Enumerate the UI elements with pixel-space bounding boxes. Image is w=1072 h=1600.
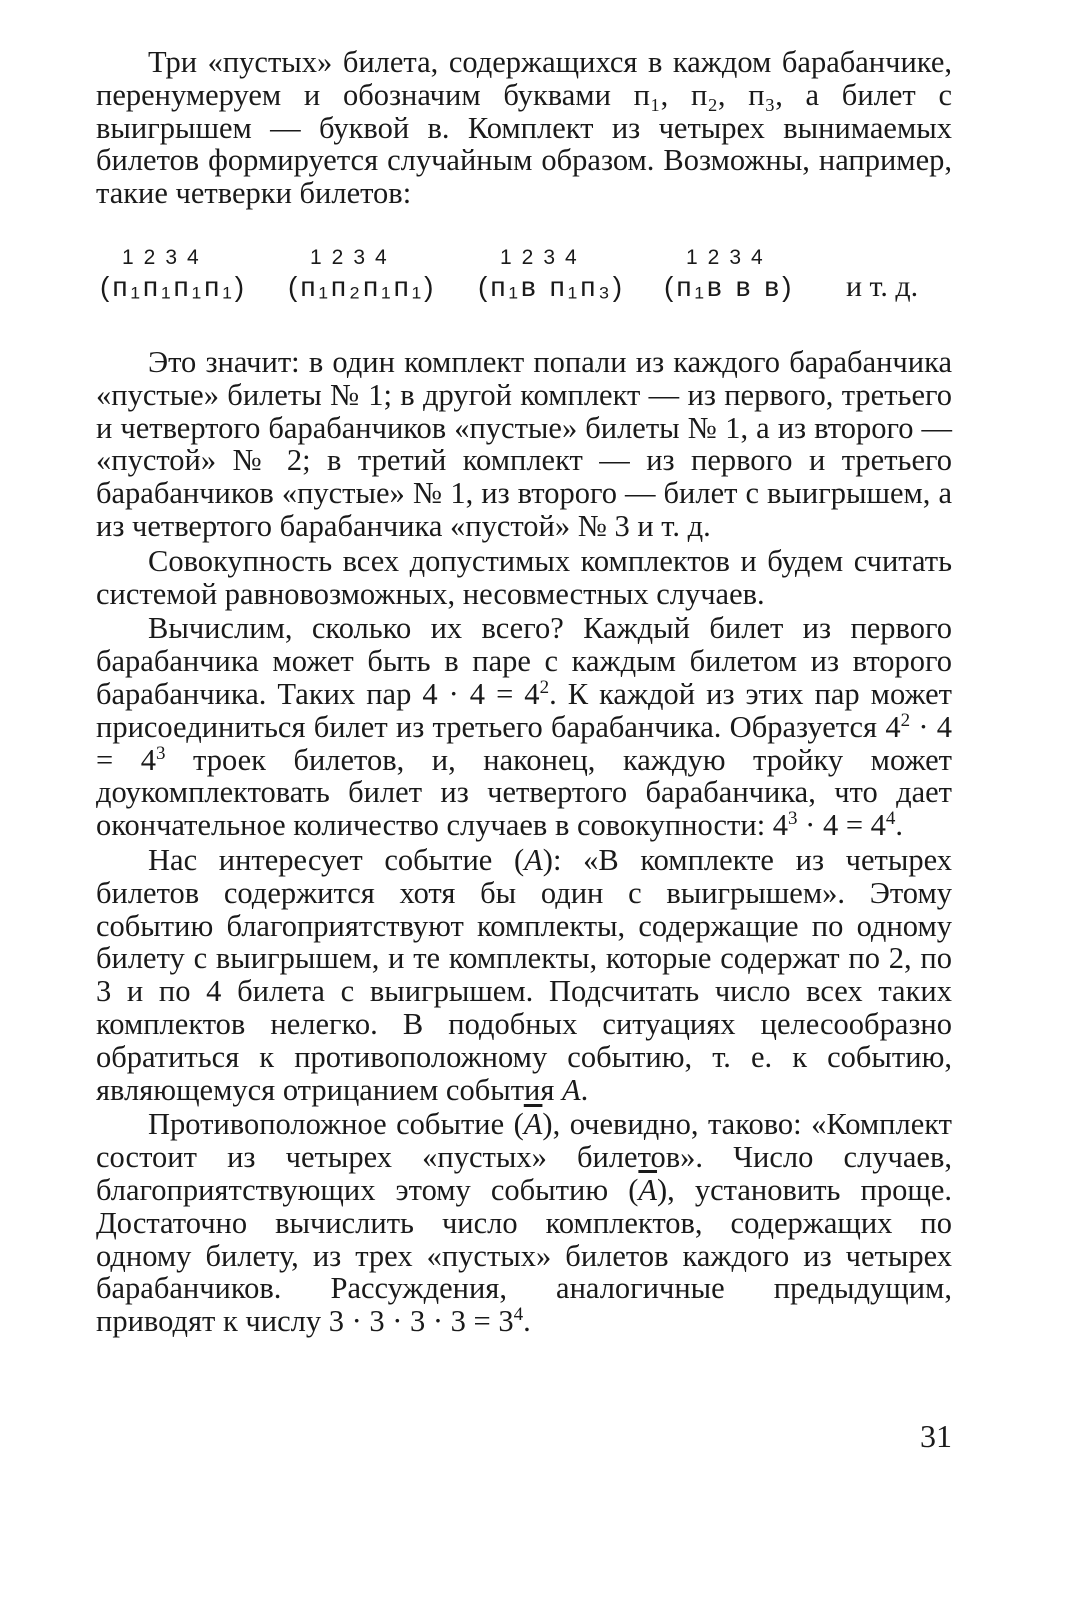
- page-text: [96, 46, 952, 1338]
- text-run: · 4 = 4: [797, 808, 886, 843]
- exponent: 2: [900, 709, 911, 731]
- opposite-event-symbol: $\overline{A}$: [523, 1107, 543, 1142]
- ticket-set-1: [100, 246, 247, 304]
- text-run: Вычислим, сколько их всего? Каждый билет из первого барабанчика может быть в паре с каждым билетом из второго барабанчика. Таких пар 4 · 4 = 4: [96, 611, 952, 711]
- paragraph-intro: Три «пустых» билета, содержащихся в каждом барабанчике, перенумеруем и обозначим буквами п₁, п₂, п₃, а билет с выигрышем — буквой в. Комплект из четырех вынимаемых билетов формируется случайным образом. Возможны, например, такие четверки билетов:: [96, 45, 952, 211]
- ticket-sets-etc: и т. д.: [846, 269, 919, 303]
- ticket-set-3: [478, 246, 625, 304]
- paragraph-system: Совокупность всех допустимых комплектов и будем считать системой равновозможных, несовместных случаев.: [96, 543, 952, 611]
- event-symbol: A: [524, 842, 543, 877]
- paragraph-opposite-event: [96, 1108, 952, 1338]
- text-run: троек билетов, и, наконец, каждую тройку может доукомплектовать билет из четвертого барабанчика, что дает окончательное количество случаев в совокупности: 4: [96, 742, 953, 843]
- text-run: · 4 = 4: [96, 709, 952, 777]
- text-run: ): «В комплекте из четырех билетов содержится хотя бы один с выигрышем». Этому событию благоприятствуют комплекты, содержащие по одному билету с выигрышем, и те комплекты, которые содержат по 2, по 3 и по 4 билета с выигрышем. Подсчитать число всех таких комплектов нелегко. В подобных ситуациях целесообразно обратиться к противоположному событию, т. е. к событию, являющемуся отрицанием события: [96, 842, 952, 1107]
- page-number: 31: [920, 1418, 952, 1454]
- ticket-set-numbers: 1234: [500, 245, 587, 269]
- paragraph-count: [96, 612, 952, 842]
- ticket-set-numbers: 1234: [686, 245, 773, 269]
- exponent: 4: [513, 1303, 524, 1325]
- ticket-set-letters: (п₁в в в): [664, 270, 795, 302]
- exponent: 2: [539, 676, 550, 698]
- text-run: Нас интересует событие (: [148, 842, 525, 877]
- text-run: .: [580, 1072, 589, 1107]
- ticket-sets-example: [96, 246, 952, 326]
- text-run: Противоположное событие (: [148, 1107, 524, 1142]
- opposite-event-symbol: $\overline{A}$: [638, 1172, 658, 1207]
- ticket-set-numbers: 1234: [310, 245, 397, 269]
- text-run: .: [895, 808, 904, 843]
- paragraph-explanation: Это значит: в один комплект попали из каждого барабанчика «пустые» билеты № 1; в другой комплект — из первого, третьего и четвертого барабанчиков «пустые» билеты № 1, а из второго — «пустой» № 2; в третий комплект — из первого и третьего барабанчиков «пустые» № 1, из второго — билет с выигрышем, а из четвертого барабанчика «пустой» № 3 и т. д.: [96, 344, 952, 543]
- event-symbol: A: [562, 1072, 581, 1107]
- ticket-set-2: [288, 246, 437, 304]
- ticket-set-4: [664, 246, 794, 304]
- text-run: . К каждой из этих пар может присоединиться билет из третьего барабанчика. Образуется 4: [96, 676, 953, 744]
- ticket-set-letters: (п₁в п₁п₃): [478, 270, 626, 302]
- exponent: 3: [788, 807, 798, 829]
- text-run: ), установить проще. Достаточно вычислить число комплектов, содержащих по одному билету, из трех «пустых» билетов каждого из четырех барабанчиков. Рассуждения, аналогичные предыдущим, приводят к числу 3 · 3 · 3 · 3 = 3: [96, 1172, 953, 1339]
- exponent: 3: [155, 742, 166, 764]
- text-run: ), очевидно, таково: «Комплект состоит из четырех «пустых» билетов». Число случаев, благоприятствующих этому событию (: [96, 1107, 952, 1207]
- ticket-set-numbers: 1234: [122, 245, 209, 269]
- ticket-set-letters: (п₁п₂п₁п₁): [288, 270, 437, 302]
- text-run: .: [523, 1304, 531, 1339]
- exponent: 4: [885, 807, 896, 829]
- paragraph-event-a: [96, 844, 952, 1106]
- ticket-set-letters: (п₁п₁п₁п₁): [100, 270, 248, 302]
